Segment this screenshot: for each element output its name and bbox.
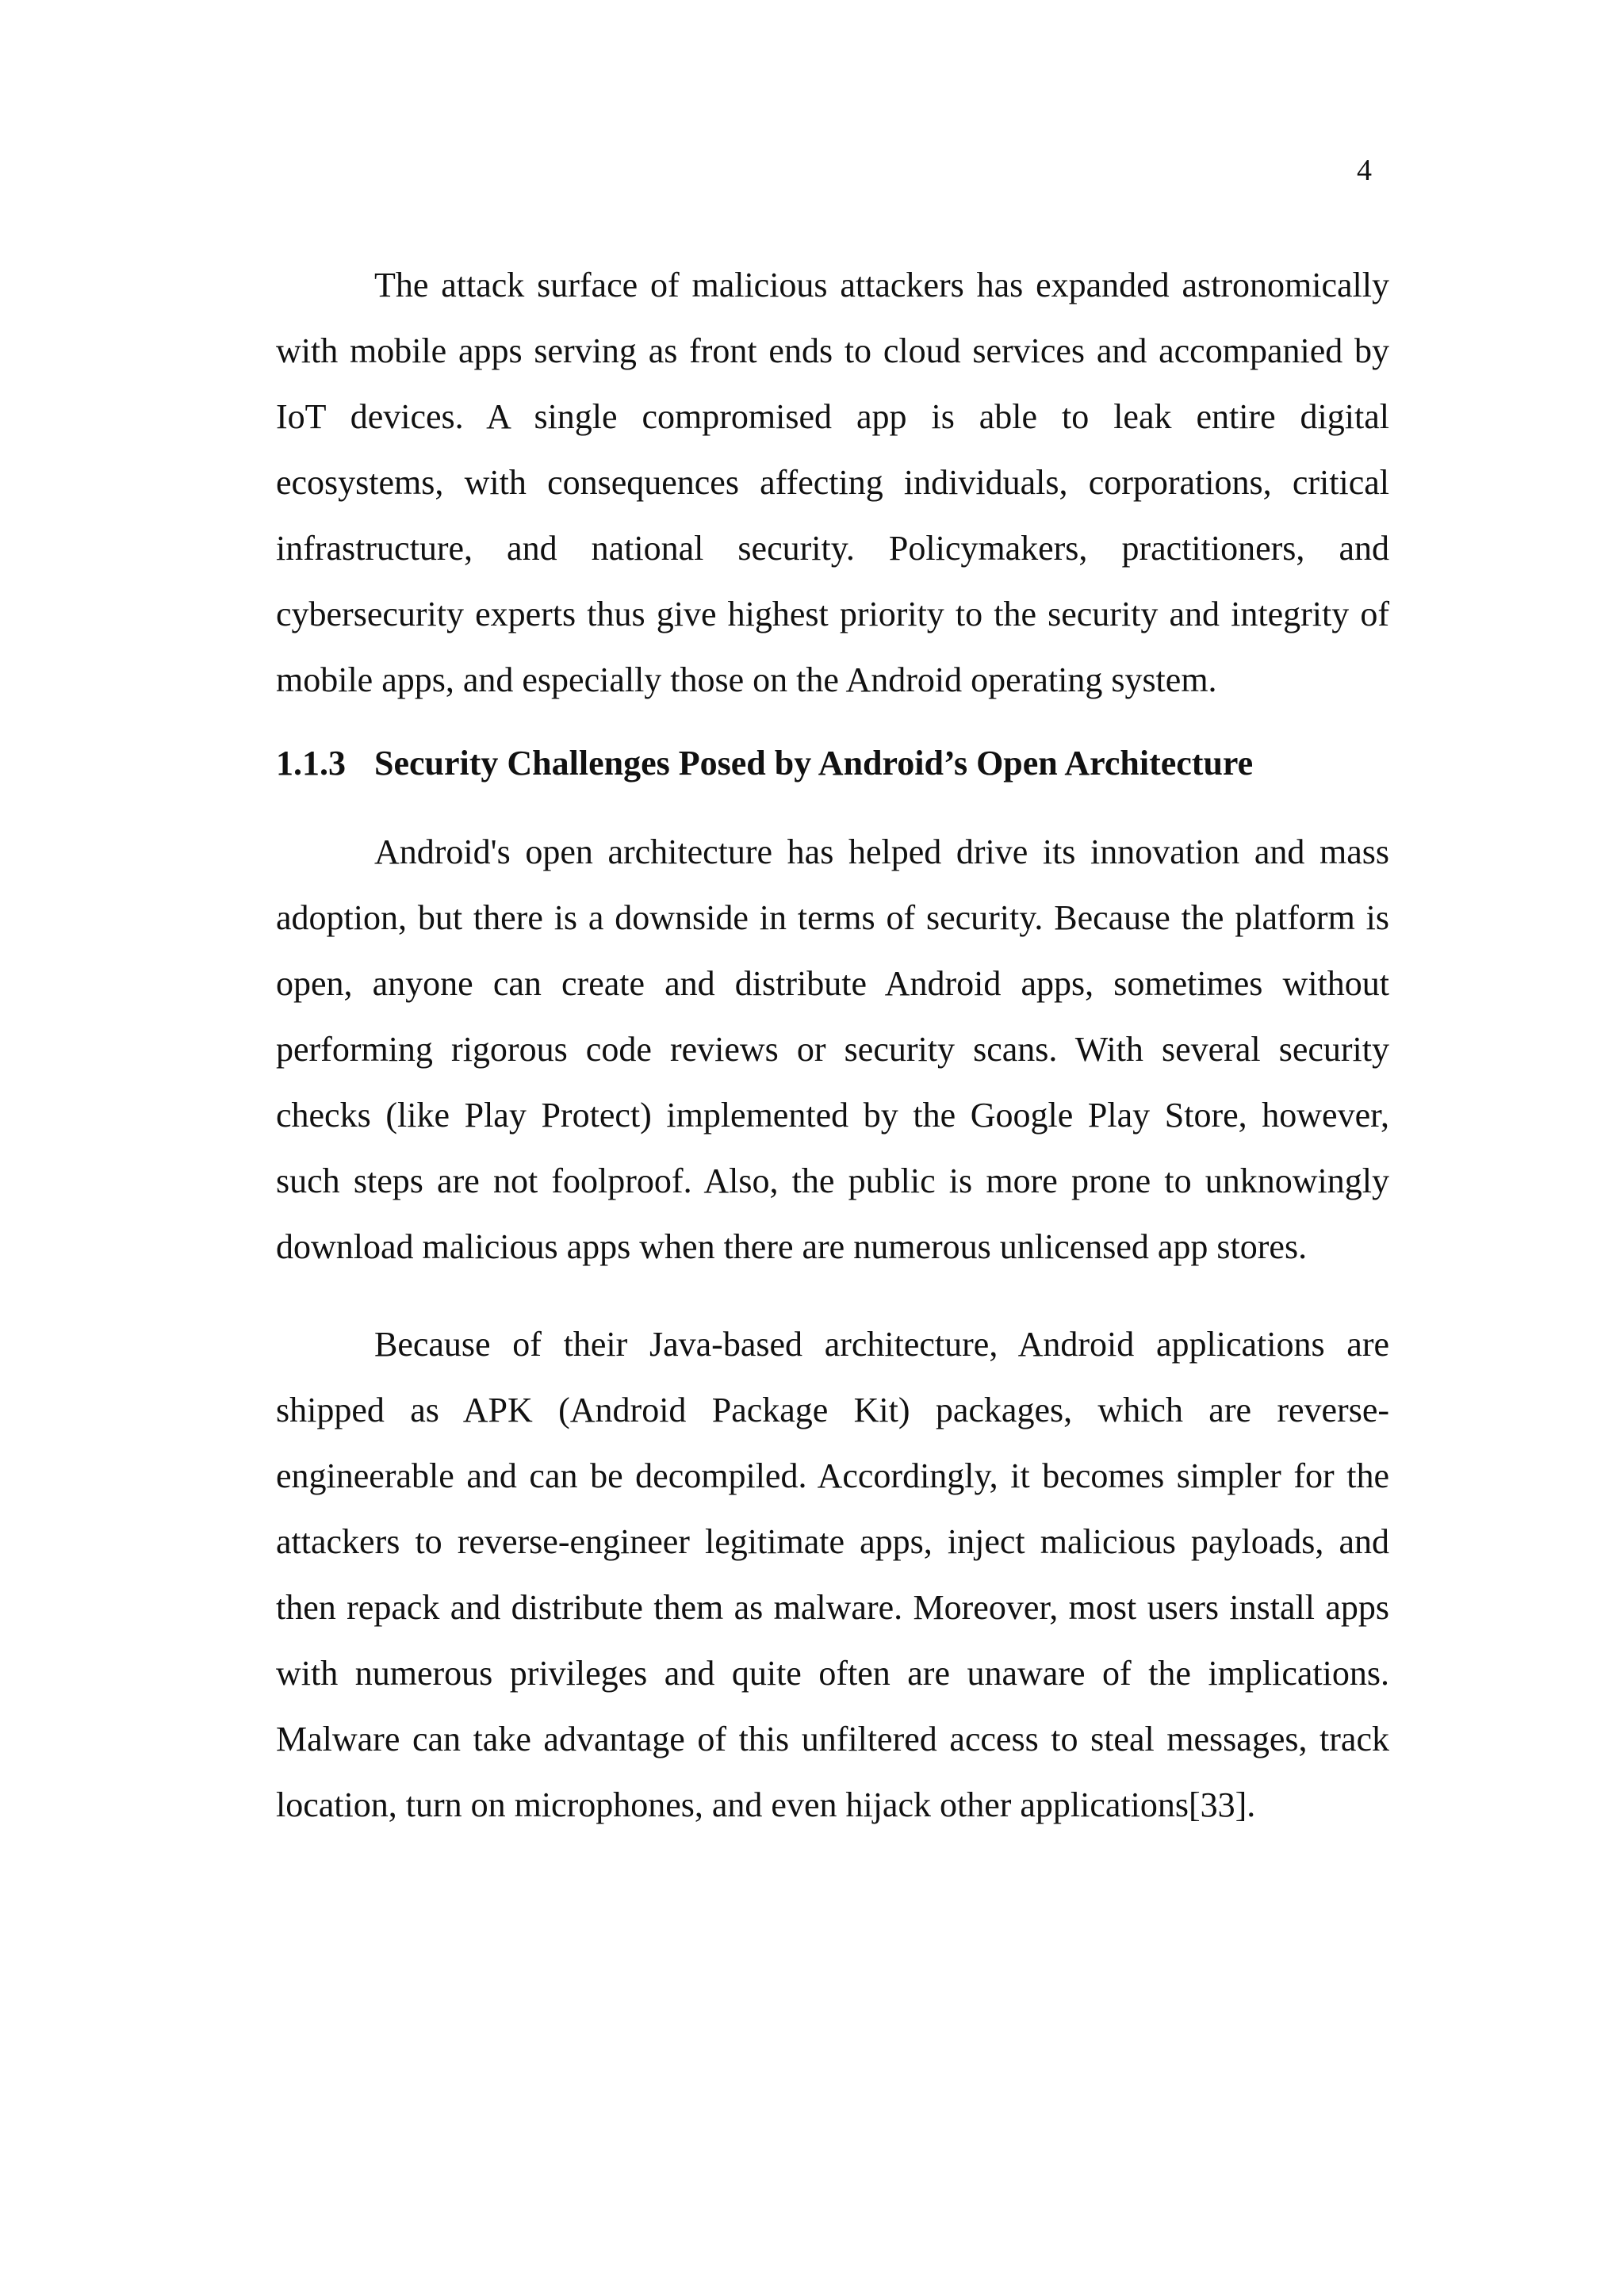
section-title: Security Challenges Posed by Android’s Open Architecture: [374, 744, 1254, 783]
paragraph-open-architecture: Android's open architecture has helped drive its innovation and mass adoption, but there is a downside in terms of security. Because the platform is open, anyone can create and distribute Android apps, sometimes without performing rigorous code reviews or security scans. With several security checks (like Play Protect) implemented by the Google Play Store, however, such steps are not foolproof. Also, the public is more prone to unknowingly download malicious apps when there are numerous unlicensed app stores.: [276, 832, 1389, 1266]
section-heading: [276, 740, 1389, 787]
page-number: 4: [1357, 154, 1372, 187]
paragraph-apk-packages: Because of their Java-based architecture, Android applications are shipped as APK (Android Package Kit) packages, which are reverse-engineerable and can be decompiled. Accordingly, it becomes simpler for the attackers to reverse-engineer legitimate apps, inject malicious payloads, and then repack and distribute them as malware. Moreover, most users install apps with numerous privileges and quite often are unaware of the implications. Malware can take advantage of this unfiltered access to steal messages, track location, turn on microphones, and even hijack other applications[33].: [276, 1325, 1389, 1824]
paragraph-attack-surface: The attack surface of malicious attackers has expanded astronomically with mobile apps serving as front ends to cloud services and accompanied by IoT devices. A single compromised app is able to leak entire digital ecosystems, with consequences affecting individuals, corporations, critical infrastructure, and national security. Policymakers, practitioners, and cybersecurity experts thus give highest priority to the security and integrity of mobile apps, and especially those on the Android operating system.: [276, 266, 1389, 699]
section-number: 1.1.3: [276, 744, 346, 783]
page-body: [276, 252, 1389, 1838]
